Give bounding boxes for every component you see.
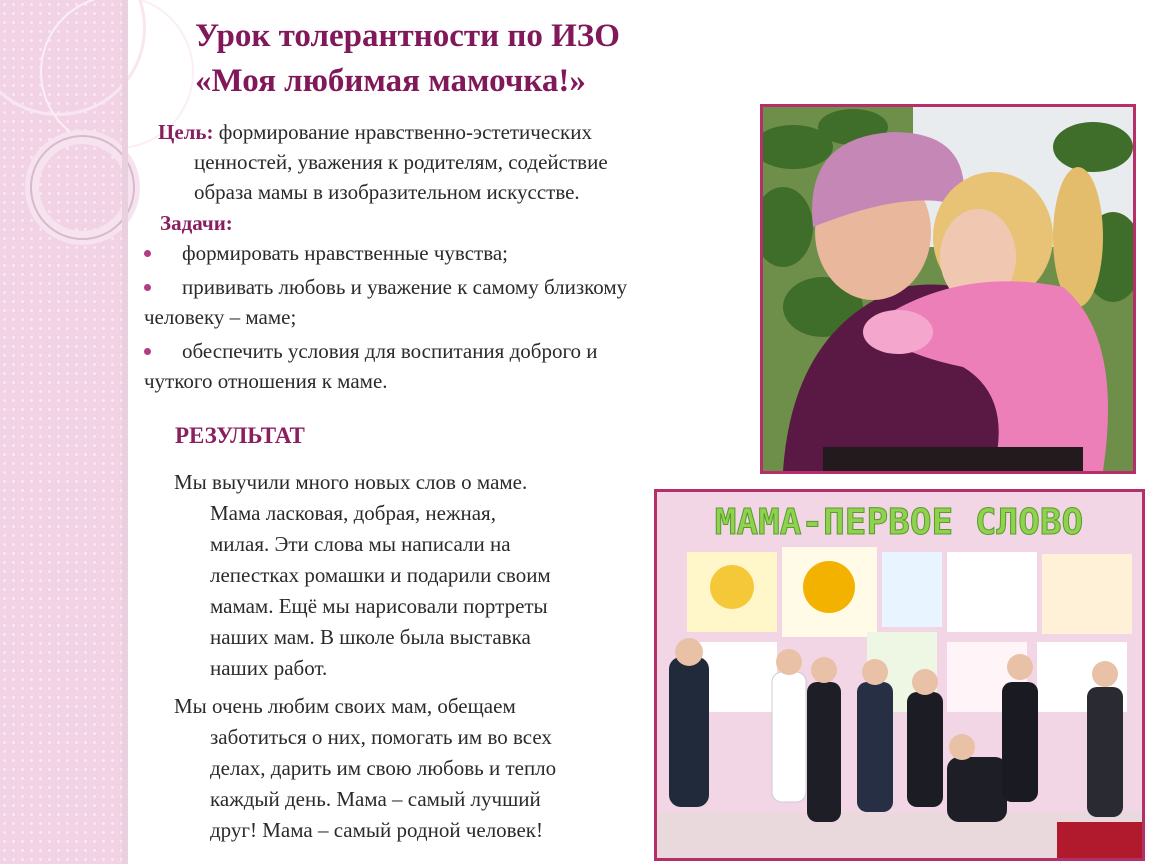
goal-block (158, 117, 728, 207)
slide-title (195, 14, 620, 104)
task-text: формировать нравственные чувства; (182, 241, 509, 265)
task-text: обеспечить условия для воспитания доброго и (182, 339, 598, 363)
band-edge (122, 0, 128, 864)
paragraph-line: мамам. Ещё мы нарисовали портреты (210, 594, 548, 618)
result-heading: РЕЗУЛЬТАТ (175, 423, 305, 448)
paragraph-line: Мы очень любим своих мам, обещаем (174, 694, 516, 718)
photo-mother-and-daughter-illustration (763, 107, 1133, 471)
paragraph-line: друг! Мама – самый родной человек! (210, 818, 543, 842)
list-item (144, 272, 744, 332)
title-line-2: «Моя любимая мамочка!» (195, 63, 586, 99)
list-item (144, 336, 744, 396)
paragraph-line: каждый день. Мама – самый лучший (210, 787, 541, 811)
decorative-ring (30, 135, 135, 240)
paragraph-line: Мы выучили много новых слов о маме. (174, 470, 528, 494)
exhibition-banner-text: МАМА-ПЕРВОЕ СЛОВО (714, 502, 1084, 543)
paragraph-line: Мама ласковая, добрая, нежная, (210, 501, 496, 525)
bullet-icon (144, 250, 151, 257)
task-text-continued: чуткого отношения к маме. (144, 369, 388, 393)
paragraph-line: делах, дарить им свою любовь и тепло (210, 756, 557, 780)
goal-text-line-1: формирование нравственно-эстетических (213, 120, 592, 144)
tasks-label: Задачи: (160, 211, 233, 235)
goal-text-line-3: образа мамы в изобразительном искусстве. (194, 180, 580, 204)
tasks-list (144, 238, 744, 400)
task-text-continued: человеку – маме; (144, 305, 297, 329)
paragraph-line: заботиться о них, помогать им во всех (210, 725, 552, 749)
goal-label: Цель: (158, 120, 214, 144)
decorative-side-band (0, 0, 128, 864)
paragraph-line: милая. Эти слова мы написали на (210, 532, 511, 556)
paragraph-line: наших работ. (210, 656, 328, 680)
result-paragraph-2 (174, 691, 644, 846)
goal-text-line-2: ценностей, уважения к родителям, содействие (194, 150, 608, 174)
task-text: прививать любовь и уважение к самому близкому (182, 275, 628, 299)
list-item (144, 238, 744, 268)
photo-mother-and-daughter (760, 104, 1136, 474)
bullet-icon (144, 348, 151, 355)
paragraph-line: лепестках ромашки и подарили своим (210, 563, 551, 587)
bullet-icon (144, 284, 151, 291)
photo-children-exhibition-illustration (657, 492, 1142, 858)
result-paragraph-1 (174, 467, 644, 684)
title-line-1: Урок толерантности по ИЗО (195, 18, 620, 54)
paragraph-line: наших мам. В школе была выставка (210, 625, 531, 649)
photo-children-exhibition (654, 489, 1145, 861)
